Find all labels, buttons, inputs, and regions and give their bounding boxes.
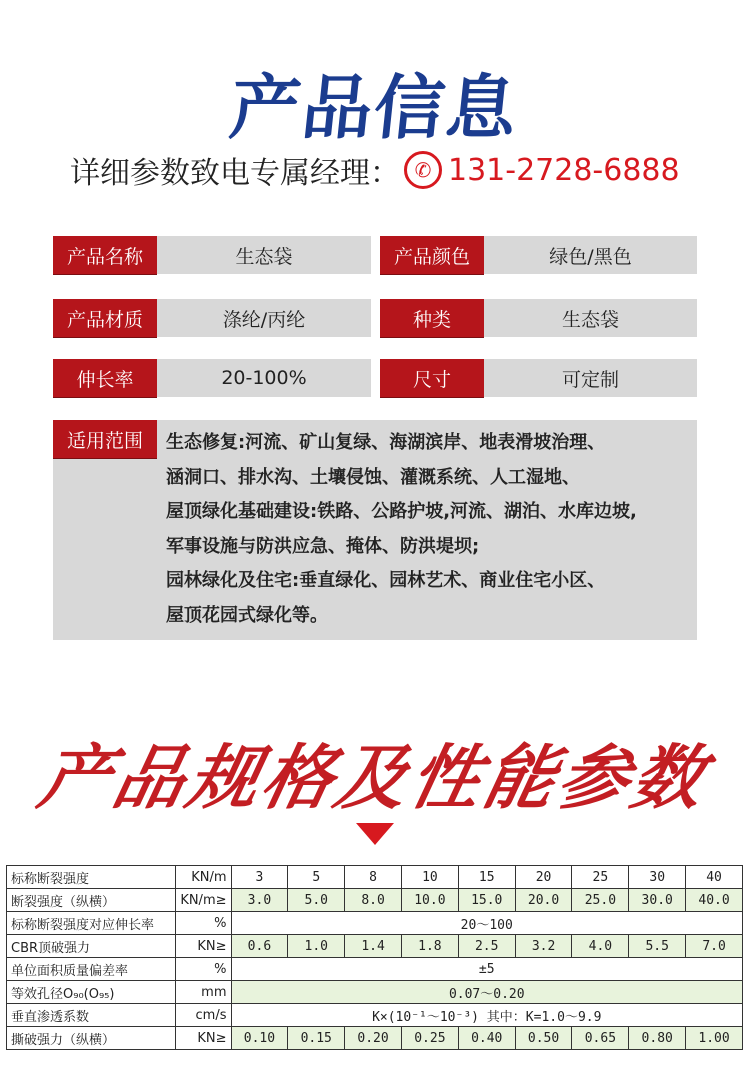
param-value: 1.8 <box>401 935 458 958</box>
param-value: 40 <box>686 866 743 889</box>
param-value: 0.20 <box>345 1027 402 1050</box>
scope-line: 军事设施与防洪应急、掩体、防洪堤坝; <box>166 535 480 557</box>
page-title: 产品信息 <box>226 67 523 149</box>
info-label: 产品颜色 <box>380 236 484 275</box>
spec-title: 产品规格及性能参数 <box>32 737 716 819</box>
param-value: 5.0 <box>288 889 345 912</box>
phone-icon: ✆ <box>404 151 442 189</box>
param-value: 0.10 <box>231 1027 288 1050</box>
param-value: 20.0 <box>515 889 572 912</box>
table-row <box>7 889 743 912</box>
info-label: 尺寸 <box>380 359 484 398</box>
scope-line: 屋顶花园式绿化等。 <box>166 604 328 626</box>
table-row <box>7 912 743 935</box>
param-value: 1.0 <box>288 935 345 958</box>
param-value: 0.80 <box>629 1027 686 1050</box>
param-value: 8.0 <box>345 889 402 912</box>
param-unit: KN/m <box>176 866 231 889</box>
table-row <box>7 1027 743 1050</box>
info-value: 生态袋 <box>157 236 371 274</box>
param-value: 0.6 <box>231 935 288 958</box>
param-value-span: 20～100 <box>231 912 743 935</box>
info-label: 产品名称 <box>53 236 157 275</box>
param-value: 30.0 <box>629 889 686 912</box>
param-value: 5 <box>288 866 345 889</box>
param-value: 8 <box>345 866 402 889</box>
param-value: 3.2 <box>515 935 572 958</box>
param-value: 0.25 <box>401 1027 458 1050</box>
info-value: 20-100% <box>157 359 371 397</box>
table-row <box>7 866 743 889</box>
info-value: 涤纶/丙纶 <box>157 299 371 337</box>
scope-line: 涵洞口、排水沟、土壤侵蚀、灌溉系统、人工湿地、 <box>166 466 580 488</box>
scope-text <box>166 426 689 633</box>
param-name: 断裂强度（纵横） <box>7 889 176 912</box>
param-value: 15 <box>458 866 515 889</box>
param-value: 0.15 <box>288 1027 345 1050</box>
param-name: CBR顶破强力 <box>7 935 176 958</box>
param-value: 0.50 <box>515 1027 572 1050</box>
arrow-down-icon <box>356 823 394 845</box>
param-value: 40.0 <box>686 889 743 912</box>
param-value: 2.5 <box>458 935 515 958</box>
info-value: 可定制 <box>484 359 697 397</box>
spec-table <box>6 865 743 1050</box>
param-value: 25.0 <box>572 889 629 912</box>
param-name: 撕破强力（纵横） <box>7 1027 176 1050</box>
param-value-span: 0.07～0.20 <box>231 981 743 1004</box>
info-label: 伸长率 <box>53 359 157 398</box>
param-unit: KN/m≥ <box>176 889 231 912</box>
param-value: 5.5 <box>629 935 686 958</box>
param-value: 25 <box>572 866 629 889</box>
param-value: 10.0 <box>401 889 458 912</box>
param-value: 4.0 <box>572 935 629 958</box>
param-value: 10 <box>401 866 458 889</box>
param-value: 1.00 <box>686 1027 743 1050</box>
param-name: 单位面积质量偏差率 <box>7 958 176 981</box>
param-unit: cm/s <box>176 1004 231 1027</box>
param-unit: KN≥ <box>176 935 231 958</box>
param-value: 20 <box>515 866 572 889</box>
table-row <box>7 981 743 1004</box>
param-name: 标称断裂强度对应伸长率 <box>7 912 176 935</box>
param-unit: mm <box>176 981 231 1004</box>
param-unit: KN≥ <box>176 1027 231 1050</box>
param-value: 1.4 <box>345 935 402 958</box>
scope-line: 生态修复:河流、矿山复绿、海湖滨岸、地表滑坡治理、 <box>166 432 606 453</box>
param-value-span: ±5 <box>231 958 743 981</box>
param-unit: % <box>176 958 231 981</box>
param-value: 0.65 <box>572 1027 629 1050</box>
info-row-1 <box>53 236 697 274</box>
info-value: 生态袋 <box>484 299 697 337</box>
param-value: 3 <box>231 866 288 889</box>
info-value: 绿色/黑色 <box>484 236 697 274</box>
table-row <box>7 935 743 958</box>
scope-line: 屋顶绿化基础建设:铁路、公路护坡,河流、湖泊、水库边坡, <box>166 501 637 522</box>
contact-line <box>70 150 680 190</box>
scope-block <box>53 420 697 640</box>
phone-number[interactable]: 131-2728-6888 <box>448 152 680 188</box>
info-row-2 <box>53 299 697 337</box>
param-value: 30 <box>629 866 686 889</box>
info-label: 产品材质 <box>53 299 157 338</box>
param-name: 等效孔径O₉₀(O₉₅) <box>7 981 176 1004</box>
info-row-3 <box>53 359 697 397</box>
param-unit: % <box>176 912 231 935</box>
param-name: 标称断裂强度 <box>7 866 176 889</box>
info-label: 种类 <box>380 299 484 338</box>
param-value: 0.40 <box>458 1027 515 1050</box>
scope-label: 适用范围 <box>53 420 157 459</box>
table-row <box>7 1004 743 1027</box>
param-value: 3.0 <box>231 889 288 912</box>
param-value: 7.0 <box>686 935 743 958</box>
table-row <box>7 958 743 981</box>
param-value: 15.0 <box>458 889 515 912</box>
contact-prefix: 详细参数致电专属经理： <box>70 156 400 191</box>
param-value-span: K×(10⁻¹～10⁻³) 其中：K=1.0～9.9 <box>231 1004 743 1027</box>
param-name: 垂直渗透系数 <box>7 1004 176 1027</box>
scope-line: 园林绿化及住宅:垂直绿化、园林艺术、商业住宅小区、 <box>166 570 606 591</box>
